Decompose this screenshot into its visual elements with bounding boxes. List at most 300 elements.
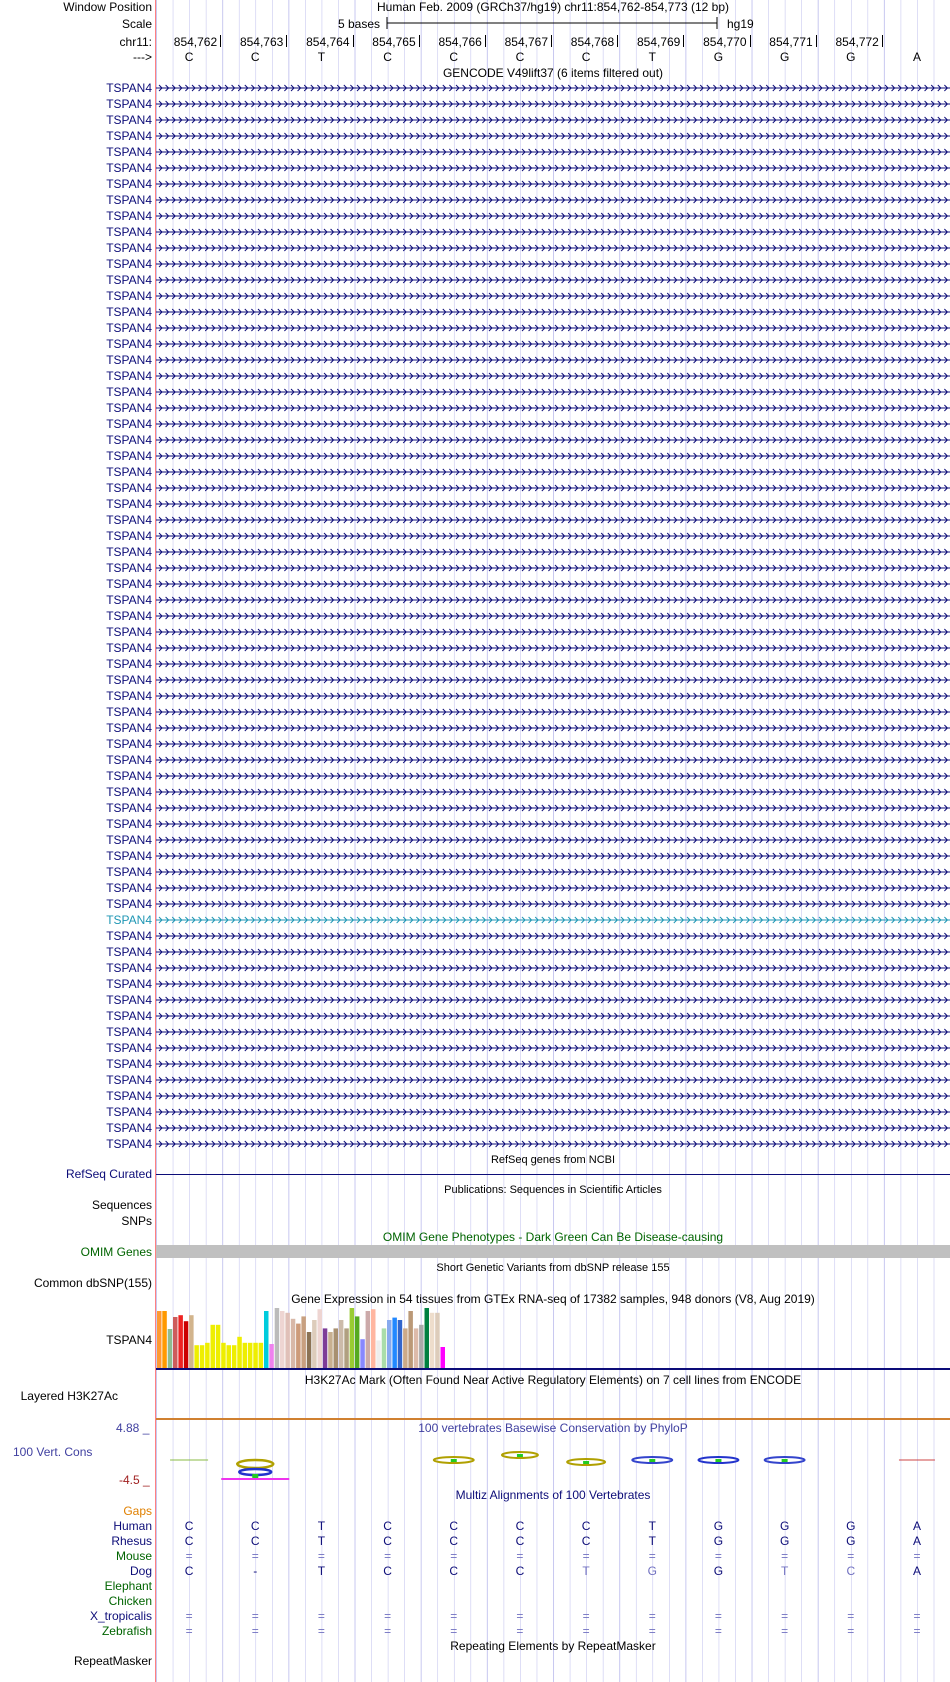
gencode-transcript-label[interactable]: TSPAN4 xyxy=(106,337,152,351)
gencode-transcript-label[interactable]: TSPAN4 xyxy=(106,129,152,143)
gtex-tissue-bar xyxy=(425,1308,430,1368)
gtex-tissue-bar xyxy=(200,1345,205,1368)
gencode-transcript-label[interactable]: TSPAN4 xyxy=(106,1041,152,1055)
gencode-transcript-line[interactable] xyxy=(156,467,950,477)
gencode-transcript-label[interactable]: TSPAN4 xyxy=(106,353,152,367)
gencode-transcript-line[interactable] xyxy=(156,883,950,893)
multiz-species-label[interactable]: Elephant xyxy=(104,1579,152,1593)
gencode-transcript-label[interactable]: TSPAN4 xyxy=(106,1105,152,1119)
phylop-track-title: 100 vertebrates Basewise Conservation by PhyloP xyxy=(418,1421,688,1435)
h3k27ac-track-title: H3K27Ac Mark (Often Found Near Active Regulatory Elements) on 7 cell lines from ENCODE xyxy=(304,1373,802,1387)
gencode-transcript-label[interactable]: TSPAN4 xyxy=(106,465,152,479)
gencode-transcript-label[interactable]: TSPAN4 xyxy=(106,545,152,559)
ruler-position: 854,772 xyxy=(835,35,879,49)
gencode-transcript-label[interactable]: TSPAN4 xyxy=(106,241,152,255)
reference-base: T xyxy=(317,50,326,64)
gencode-transcript-line[interactable] xyxy=(156,179,950,189)
gencode-transcript-line[interactable] xyxy=(156,931,950,941)
gtex-bar-chart[interactable] xyxy=(156,1306,950,1370)
gencode-transcript-label[interactable]: TSPAN4 xyxy=(106,369,152,383)
ruler-position: 854,767 xyxy=(504,35,549,49)
gencode-transcript-line[interactable] xyxy=(156,867,950,877)
multiz-base: = xyxy=(185,1549,193,1563)
reference-base: G xyxy=(779,50,790,64)
multiz-base: = xyxy=(251,1549,259,1563)
gencode-transcript-line[interactable] xyxy=(156,851,950,861)
gtex-tissue-bar xyxy=(162,1311,167,1368)
multiz-base: T xyxy=(648,1534,656,1548)
publications-sequences-label[interactable]: Sequences xyxy=(91,1198,152,1212)
gencode-transcript-line[interactable] xyxy=(156,387,950,397)
multiz-base: = xyxy=(648,1609,656,1623)
repeatmasker-label[interactable]: RepeatMasker xyxy=(73,1654,152,1668)
phylop-glyph xyxy=(451,1459,457,1462)
gtex-tissue-bar xyxy=(392,1318,397,1368)
phylop-glyph xyxy=(252,1474,258,1478)
gtex-tissue-bar xyxy=(269,1344,274,1368)
multiz-species-label[interactable]: Mouse xyxy=(115,1549,152,1563)
gtex-tissue-bar xyxy=(296,1324,301,1368)
gtex-tissue-bar xyxy=(157,1311,162,1368)
multiz-base: = xyxy=(317,1609,325,1623)
phylop-label[interactable]: 100 Vert. Cons xyxy=(13,1445,93,1459)
gtex-tissue-bar xyxy=(344,1328,349,1368)
multiz-base: C xyxy=(846,1564,856,1578)
gencode-transcript-label[interactable]: TSPAN4 xyxy=(106,1121,152,1135)
gencode-transcript-line[interactable] xyxy=(156,1011,950,1021)
phylop-glyph xyxy=(517,1454,523,1457)
multiz-base: = xyxy=(185,1624,193,1638)
gencode-transcript-label[interactable]: TSPAN4 xyxy=(106,321,152,335)
gencode-track-title: GENCODE V49lift37 (6 items filtered out) xyxy=(442,66,664,80)
gencode-transcript-label[interactable]: TSPAN4 xyxy=(106,929,152,943)
multiz-base: = xyxy=(582,1549,590,1563)
multiz-species-label[interactable]: Chicken xyxy=(108,1594,152,1608)
multiz-base: = xyxy=(516,1609,524,1623)
gencode-transcript-line[interactable] xyxy=(156,835,950,845)
gencode-transcript-line[interactable] xyxy=(156,451,950,461)
window-position-title: Human Feb. 2009 (GRCh37/hg19) chr11:854,762-854,773 (12 bp) xyxy=(376,0,729,14)
multiz-base: = xyxy=(582,1609,590,1623)
gtex-tissue-bar xyxy=(430,1313,435,1368)
multiz-base: = xyxy=(185,1609,193,1623)
multiz-base: T xyxy=(780,1564,789,1578)
gencode-transcript-label[interactable]: TSPAN4 xyxy=(106,209,152,223)
multiz-base: = xyxy=(714,1549,722,1563)
gtex-tissue-bar xyxy=(237,1337,242,1368)
multiz-base: T xyxy=(317,1519,326,1533)
gencode-transcript-line[interactable] xyxy=(156,979,950,989)
gencode-transcript-line[interactable] xyxy=(156,659,950,669)
multiz-base: = xyxy=(251,1609,259,1623)
h3k27ac-label[interactable]: Layered H3K27Ac xyxy=(20,1389,118,1403)
multiz-base: C xyxy=(184,1534,194,1548)
gencode-transcript-label[interactable]: TSPAN4 xyxy=(106,609,152,623)
gencode-transcript-line[interactable] xyxy=(156,1123,950,1133)
gencode-transcript-label[interactable]: TSPAN4 xyxy=(106,865,152,879)
ruler-tick xyxy=(816,35,817,47)
gencode-transcript-line[interactable] xyxy=(156,259,950,269)
gencode-transcript-line[interactable] xyxy=(156,83,950,93)
multiz-base: C xyxy=(515,1534,525,1548)
gencode-transcript-label[interactable]: TSPAN4 xyxy=(106,897,152,911)
gencode-transcript-line[interactable] xyxy=(156,499,950,509)
publications-snps-label[interactable]: SNPs xyxy=(121,1214,152,1228)
gtex-tissue-bar xyxy=(441,1347,446,1368)
gencode-transcript-label[interactable]: TSPAN4 xyxy=(106,225,152,239)
multiz-base: G xyxy=(713,1519,724,1533)
dbsnp-label[interactable]: Common dbSNP(155) xyxy=(33,1276,152,1290)
gtex-tissue-bar xyxy=(232,1345,237,1368)
gtex-tissue-bar xyxy=(414,1328,419,1368)
gencode-transcript-label[interactable]: TSPAN4 xyxy=(106,721,152,735)
multiz-base: C xyxy=(383,1519,392,1533)
multiz-base: = xyxy=(913,1549,921,1563)
gencode-transcript-line[interactable] xyxy=(156,1091,950,1101)
gencode-transcript-line[interactable] xyxy=(156,787,950,797)
ruler-tick xyxy=(220,35,221,47)
gencode-transcript-label[interactable]: TSPAN4 xyxy=(106,1137,152,1151)
gencode-transcript-label[interactable]: TSPAN4 xyxy=(106,289,152,303)
gencode-transcript-label[interactable]: TSPAN4 xyxy=(106,257,152,271)
gtex-tissue-bar xyxy=(216,1325,221,1368)
gencode-transcript-line[interactable] xyxy=(156,99,950,109)
gencode-transcript-label[interactable]: TSPAN4 xyxy=(106,193,152,207)
reference-base: C xyxy=(449,50,459,64)
gencode-transcript-line[interactable] xyxy=(156,403,950,413)
gtex-tissue-bar xyxy=(189,1315,194,1368)
gencode-transcript-line[interactable] xyxy=(156,1059,950,1069)
multiz-base: = xyxy=(516,1549,524,1563)
gencode-transcript-line[interactable] xyxy=(156,483,950,493)
gtex-tissue-bar xyxy=(323,1328,328,1368)
gtex-tissue-bar xyxy=(173,1317,178,1368)
gencode-transcript-label[interactable]: TSPAN4 xyxy=(106,673,152,687)
gencode-transcript-label[interactable]: TSPAN4 xyxy=(106,577,152,591)
gencode-transcript-line[interactable] xyxy=(156,275,950,285)
multiz-gaps-label[interactable]: Gaps xyxy=(123,1504,152,1518)
gencode-transcript-line[interactable] xyxy=(156,291,950,301)
gencode-transcript-label[interactable]: TSPAN4 xyxy=(106,1089,152,1103)
multiz-base: G xyxy=(779,1534,790,1548)
gencode-transcript-label[interactable]: TSPAN4 xyxy=(106,881,152,895)
multiz-base: = xyxy=(913,1624,921,1638)
gencode-transcript-label[interactable]: TSPAN4 xyxy=(106,961,152,975)
gencode-transcript-line[interactable] xyxy=(156,115,950,125)
gencode-transcript-line[interactable] xyxy=(156,1075,950,1085)
gencode-transcript-label[interactable]: TSPAN4 xyxy=(106,401,152,415)
gtex-tissue-bar xyxy=(227,1345,232,1368)
gtex-track-title: Gene Expression in 54 tissues from GTEx RNA-seq of 17382 samples, 948 donors (V8, Aug 2019) xyxy=(291,1292,815,1306)
strand-label: ---> xyxy=(133,50,152,64)
multiz-base: C xyxy=(515,1564,525,1578)
gencode-transcript-label[interactable]: TSPAN4 xyxy=(106,161,152,175)
multiz-base: C xyxy=(250,1534,260,1548)
gencode-transcript-line[interactable] xyxy=(156,771,950,781)
multiz-base: = xyxy=(384,1549,392,1563)
gencode-transcript-line[interactable] xyxy=(156,595,950,605)
gencode-transcript-label[interactable]: TSPAN4 xyxy=(106,993,152,1007)
gtex-tissue-bar xyxy=(205,1343,210,1368)
gencode-transcript-label[interactable]: TSPAN4 xyxy=(106,81,152,95)
scale-bar xyxy=(386,15,720,31)
multiz-base: = xyxy=(847,1549,855,1563)
ruler-position: 854,765 xyxy=(372,35,416,49)
gencode-transcript-line[interactable] xyxy=(156,531,950,541)
gencode-transcript-label[interactable]: TSPAN4 xyxy=(106,785,152,799)
multiz-base: = xyxy=(781,1624,789,1638)
gencode-transcript-label[interactable]: TSPAN4 xyxy=(106,417,152,431)
gencode-transcript-label[interactable]: TSPAN4 xyxy=(106,705,152,719)
refseq-label[interactable]: RefSeq Curated xyxy=(65,1167,152,1181)
gtex-tissue-bar xyxy=(285,1313,290,1368)
multiz-base: = xyxy=(251,1624,259,1638)
reference-base: T xyxy=(648,50,656,64)
gencode-transcript-line[interactable] xyxy=(156,339,950,349)
gencode-transcript-label[interactable]: TSPAN4 xyxy=(106,449,152,463)
multiz-base: = xyxy=(714,1609,722,1623)
ruler-position: 854,769 xyxy=(636,35,681,49)
reference-base: G xyxy=(713,50,724,64)
gencode-transcript-label[interactable]: TSPAN4 xyxy=(106,657,152,671)
gencode-transcript-line[interactable] xyxy=(156,1043,950,1053)
gencode-transcript-label[interactable]: TSPAN4 xyxy=(106,305,152,319)
multiz-base: C xyxy=(383,1534,392,1548)
gtex-baseline xyxy=(156,1368,950,1370)
gencode-transcript-line[interactable] xyxy=(156,307,950,317)
multiz-species-label[interactable]: Zebrafish xyxy=(101,1624,152,1638)
gencode-transcript-line[interactable] xyxy=(156,995,950,1005)
multiz-base: A xyxy=(912,1564,921,1578)
ruler-tick xyxy=(882,35,883,47)
gtex-tissue-bar xyxy=(419,1325,424,1368)
multiz-base: = xyxy=(781,1549,789,1563)
gencode-transcript-line[interactable] xyxy=(156,371,950,381)
gencode-transcript-label[interactable]: TSPAN4 xyxy=(106,1009,152,1023)
multiz-base: = xyxy=(781,1609,789,1623)
gencode-transcript-label[interactable]: TSPAN4 xyxy=(106,977,152,991)
gtex-tissue-bar xyxy=(243,1343,248,1368)
ruler-tick xyxy=(617,35,618,47)
gencode-transcript-label[interactable]: TSPAN4 xyxy=(106,497,152,511)
gencode-transcript-label[interactable]: TSPAN4 xyxy=(106,97,152,111)
ruler-tick xyxy=(353,35,354,47)
gtex-tissue-bar xyxy=(221,1343,226,1368)
gencode-transcript-label[interactable]: TSPAN4 xyxy=(106,833,152,847)
gencode-transcript-line[interactable] xyxy=(156,147,950,157)
phylop-glyph xyxy=(715,1459,721,1462)
gencode-transcript-line[interactable] xyxy=(156,131,950,141)
gencode-transcript-line[interactable] xyxy=(156,419,950,429)
gencode-transcript-line[interactable] xyxy=(156,643,950,653)
dbsnp-track-title: Short Genetic Variants from dbSNP release 155 xyxy=(436,1262,670,1274)
gencode-transcript-label[interactable]: TSPAN4 xyxy=(106,273,152,287)
multiz-species-label[interactable]: Dog xyxy=(129,1564,152,1578)
multiz-base: A xyxy=(912,1519,921,1533)
gencode-transcript-line[interactable] xyxy=(156,211,950,221)
ruler-position: 854,771 xyxy=(769,35,813,49)
omim-label[interactable]: OMIM Genes xyxy=(80,1245,152,1259)
multiz-species-label[interactable]: Human xyxy=(113,1519,152,1533)
reference-base: C xyxy=(581,50,591,64)
gencode-transcript-label[interactable]: TSPAN4 xyxy=(106,113,152,127)
scale-label: Scale xyxy=(121,17,152,31)
gtex-tissue-bar xyxy=(280,1311,285,1368)
gencode-transcript-line[interactable] xyxy=(156,947,950,957)
gtex-tissue-bar xyxy=(334,1328,339,1368)
gencode-transcript-line[interactable] xyxy=(156,323,950,333)
multiz-base: T xyxy=(648,1519,656,1533)
gtex-tissue-bar xyxy=(178,1315,183,1368)
repeatmasker-track-title: Repeating Elements by RepeatMasker xyxy=(450,1639,656,1653)
gencode-transcript-label[interactable]: TSPAN4 xyxy=(106,689,152,703)
gencode-transcript-line[interactable] xyxy=(156,195,950,205)
gtex-tissue-bar xyxy=(366,1311,371,1368)
gencode-transcript-line[interactable] xyxy=(156,563,950,573)
gencode-transcript-line[interactable] xyxy=(156,435,950,445)
gtex-tissue-bar xyxy=(275,1308,280,1368)
refseq-gene-line[interactable] xyxy=(156,1174,950,1175)
gencode-transcript-line[interactable] xyxy=(156,723,950,733)
gtex-tissue-bar xyxy=(194,1345,199,1368)
gtex-tissue-bar xyxy=(312,1320,317,1368)
gencode-transcript-label[interactable]: TSPAN4 xyxy=(106,801,152,815)
ruler-tick xyxy=(485,35,486,47)
gencode-transcript-line[interactable] xyxy=(156,243,950,253)
gencode-transcript-line[interactable] xyxy=(156,691,950,701)
gencode-transcript-line[interactable] xyxy=(156,1027,950,1037)
refseq-track-title: RefSeq genes from NCBI xyxy=(490,1154,616,1166)
ruler-tick xyxy=(551,35,552,47)
gencode-transcript-label[interactable]: TSPAN4 xyxy=(106,513,152,527)
gencode-transcript-label[interactable]: TSPAN4 xyxy=(106,1025,152,1039)
gencode-transcript-label[interactable]: TSPAN4 xyxy=(106,177,152,191)
reference-base: C xyxy=(184,50,194,64)
gencode-transcript-line[interactable] xyxy=(156,803,950,813)
multiz-species-label[interactable]: X_tropicalis xyxy=(89,1609,152,1623)
gencode-transcript-line[interactable] xyxy=(156,963,950,973)
gencode-transcript-label[interactable]: TSPAN4 xyxy=(106,913,152,927)
multiz-base: C xyxy=(515,1519,525,1533)
gtex-tissue-bar xyxy=(360,1339,365,1368)
gencode-transcript-line[interactable] xyxy=(156,1107,950,1117)
gencode-transcript-line[interactable] xyxy=(156,915,950,925)
multiz-base: T xyxy=(317,1534,326,1548)
gencode-transcript-label[interactable]: TSPAN4 xyxy=(106,945,152,959)
gtex-tissue-bar xyxy=(355,1316,360,1368)
ruler-tick xyxy=(286,35,287,47)
gencode-transcript-line[interactable] xyxy=(156,227,950,237)
gencode-transcript-label[interactable]: TSPAN4 xyxy=(106,1073,152,1087)
gencode-transcript-line[interactable] xyxy=(156,899,950,909)
gencode-transcript-line[interactable] xyxy=(156,611,950,621)
gencode-transcript-label[interactable]: TSPAN4 xyxy=(106,769,152,783)
gtex-tissue-bar xyxy=(398,1320,403,1368)
phylop-glyph xyxy=(649,1459,655,1462)
gencode-transcript-label[interactable]: TSPAN4 xyxy=(106,849,152,863)
gencode-transcript-label[interactable]: TSPAN4 xyxy=(106,433,152,447)
reference-base: A xyxy=(912,50,921,64)
multiz-base: = xyxy=(516,1624,524,1638)
ruler-position: 854,770 xyxy=(703,35,747,49)
gencode-transcript-label[interactable]: TSPAN4 xyxy=(106,817,152,831)
ruler-tick xyxy=(750,35,751,47)
gtex-label[interactable]: TSPAN4 xyxy=(106,1333,152,1347)
multiz-base: C xyxy=(581,1519,591,1533)
gencode-transcript-label[interactable]: TSPAN4 xyxy=(106,737,152,751)
gtex-tissue-bar xyxy=(350,1308,355,1368)
gtex-tissue-bar xyxy=(211,1325,216,1368)
gencode-transcript-line[interactable] xyxy=(156,675,950,685)
gencode-transcript-line[interactable] xyxy=(156,163,950,173)
multiz-base: = xyxy=(317,1624,325,1638)
gtex-tissue-bar xyxy=(339,1320,344,1368)
gencode-transcript-line[interactable] xyxy=(156,1139,950,1149)
gencode-transcript-label[interactable]: TSPAN4 xyxy=(106,753,152,767)
gtex-tissue-bar xyxy=(307,1332,312,1368)
gtex-tissue-bar xyxy=(371,1309,376,1368)
gencode-transcript-line[interactable] xyxy=(156,579,950,589)
gtex-tissue-bar xyxy=(403,1328,408,1368)
gencode-transcript-label[interactable]: TSPAN4 xyxy=(106,529,152,543)
phylop-glyph xyxy=(237,1460,273,1468)
multiz-base: G xyxy=(846,1519,856,1533)
gencode-transcript-label[interactable]: TSPAN4 xyxy=(106,593,152,607)
gencode-transcript-line[interactable] xyxy=(156,819,950,829)
multiz-base: = xyxy=(384,1609,392,1623)
gencode-transcript-line[interactable] xyxy=(156,739,950,749)
omim-gene-bar[interactable] xyxy=(156,1245,950,1258)
gtex-tissue-bar xyxy=(264,1311,269,1368)
gencode-transcript-label[interactable]: TSPAN4 xyxy=(106,385,152,399)
multiz-base: C xyxy=(449,1534,459,1548)
multiz-base: C xyxy=(449,1564,459,1578)
gencode-transcript-line[interactable] xyxy=(156,355,950,365)
multiz-species-label[interactable]: Rhesus xyxy=(111,1534,152,1548)
gencode-transcript-label[interactable]: TSPAN4 xyxy=(106,145,152,159)
gencode-transcript-label[interactable]: TSPAN4 xyxy=(106,481,152,495)
multiz-base: = xyxy=(847,1624,855,1638)
gencode-transcript-label[interactable]: TSPAN4 xyxy=(106,625,152,639)
reference-base: C xyxy=(383,50,392,64)
h3k27ac-signal-line xyxy=(156,1418,950,1420)
multiz-base: C xyxy=(184,1564,194,1578)
gencode-transcript-line[interactable] xyxy=(156,515,950,525)
gencode-transcript-label[interactable]: TSPAN4 xyxy=(106,1057,152,1071)
multiz-track-title: Multiz Alignments of 100 Vertebrates xyxy=(455,1488,651,1502)
ruler-tick xyxy=(683,35,684,47)
gtex-tissue-bar xyxy=(408,1311,413,1368)
ruler-tick xyxy=(419,35,420,47)
gencode-transcript-line[interactable] xyxy=(156,547,950,557)
multiz-base: = xyxy=(317,1549,325,1563)
gencode-transcript-label[interactable]: TSPAN4 xyxy=(106,641,152,655)
gencode-transcript-line[interactable] xyxy=(156,755,950,765)
scale-bar-text: 5 bases xyxy=(338,17,381,31)
multiz-base: = xyxy=(384,1624,392,1638)
ruler-position: 854,762 xyxy=(173,35,218,49)
gencode-transcript-line[interactable] xyxy=(156,627,950,637)
gencode-transcript-label[interactable]: TSPAN4 xyxy=(106,561,152,575)
gencode-transcript-line[interactable] xyxy=(156,707,950,717)
multiz-base: G xyxy=(779,1519,790,1533)
multiz-base: A xyxy=(912,1534,921,1548)
multiz-base: = xyxy=(648,1549,656,1563)
phylop-logo[interactable] xyxy=(156,1450,950,1490)
gtex-tissue-bar xyxy=(168,1329,173,1368)
multiz-base: T xyxy=(582,1564,590,1578)
gtex-tissue-bar xyxy=(253,1343,257,1368)
